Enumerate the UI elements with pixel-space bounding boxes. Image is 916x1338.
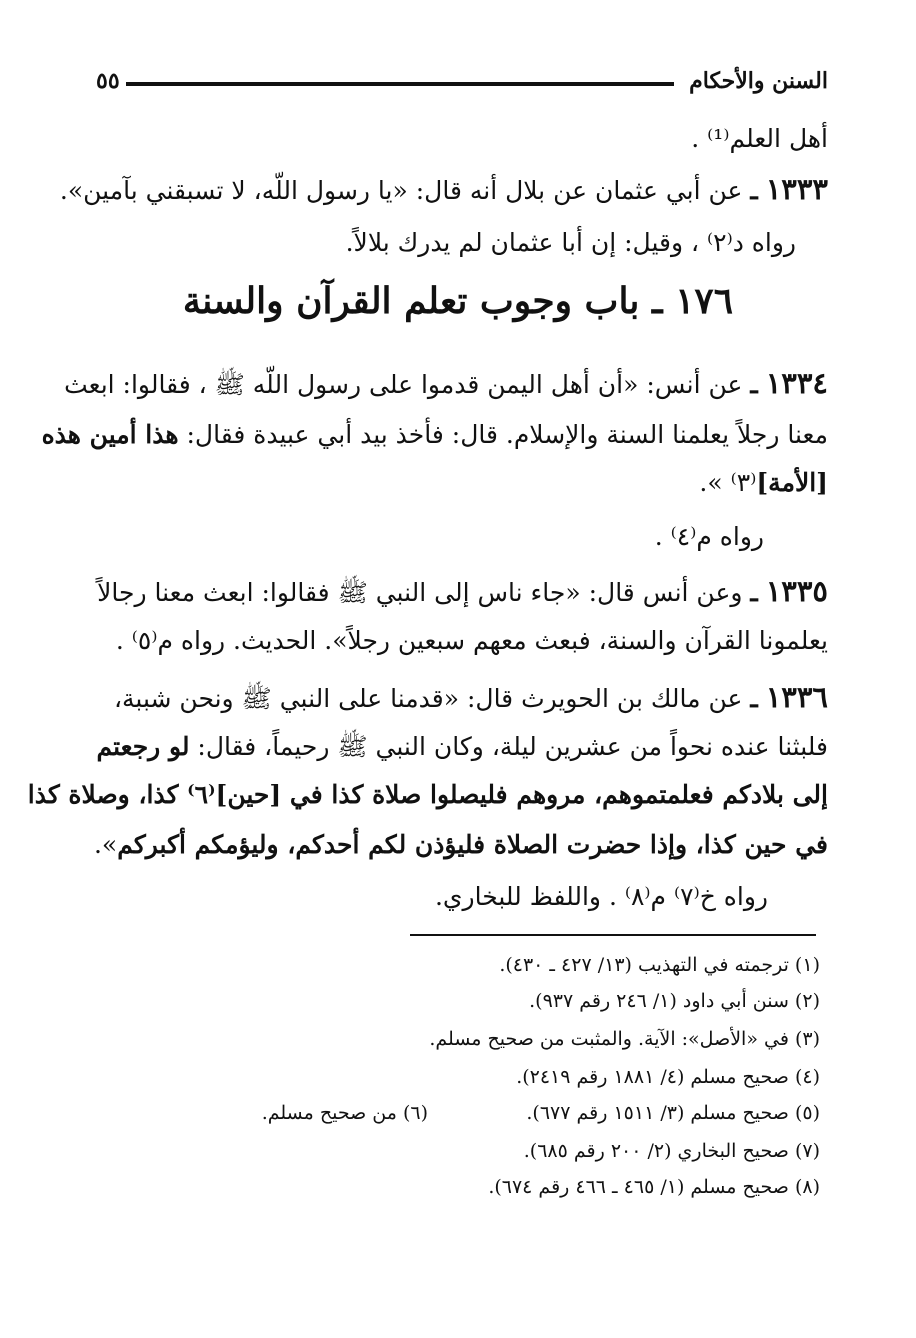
line-text: ». — [93, 830, 118, 859]
line-text: رواه م⁽٤⁾ . — [654, 522, 764, 551]
line-bold-text: لو رجعتم — [96, 732, 190, 761]
line-text: ⁽٣⁾ ». — [699, 468, 757, 497]
line-text: رواه د⁽٢⁾ ، وقيل: إن أبا عثمان لم يدرك بلالاً. — [345, 228, 796, 257]
line-text: معنا رجلاً يعلمنا السنة والإسلام. قال: فأخذ بيد أبي عبيدة فقال: — [178, 420, 828, 449]
hadith-1335-line — [97, 574, 828, 610]
hadith-1333-line — [60, 172, 828, 208]
footnote-1: (١) ترجمته في التهذيب (١٣/ ٤٢٧ ـ ٤٣٠). — [499, 954, 820, 976]
body-line-10 — [116, 624, 828, 658]
body-line-13 — [28, 778, 828, 812]
line-text: يعلمونا القرآن والسنة، فبعث معهم سبعين رجلاً». الحديث. رواه م⁽٥⁾ . — [115, 626, 828, 655]
body-line-7 — [699, 466, 828, 500]
body-line-14 — [94, 828, 828, 862]
line-text: أهل العلم⁽¹⁾ . — [691, 124, 828, 153]
line-bold-text: في حين كذا، وإذا حضرت الصلاة فليؤذن لكم أحدكم، وليؤمكم أكبركم — [117, 830, 828, 859]
footnote-7: (٧) صحيح البخاري (٢/ ٢٠٠ رقم ٦٨٥). — [523, 1140, 820, 1162]
footnote-3: (٣) في «الأصل»: الآية. والمثبت من صحيح مسلم. — [429, 1028, 820, 1050]
hadith-number: ١٣٣٥ — [765, 574, 828, 608]
body-line-6 — [42, 418, 828, 452]
hadith-dash: ـ — [750, 370, 758, 399]
page-number: ٥٥ — [96, 68, 120, 94]
hadith-dash: ـ — [750, 578, 758, 607]
body-line-15 — [435, 880, 768, 914]
line-bold-text: هذا أمين هذه — [41, 420, 179, 449]
line-text: عن مالك بن الحويرث قال: «قدمنا على النبي ﷺ ونحن شببة، — [113, 684, 751, 713]
line-text: فلبثنا عنده نحواً من عشرين ليلة، وكان النبي ﷺ رحيماً، فقال: — [189, 732, 828, 761]
hadith-number: ١٣٣٣ — [765, 172, 828, 206]
line-text: عن أنس: «أن أهل اليمن قدموا على رسول اللّه ﷺ ، فقالوا: ابعث — [64, 370, 751, 399]
hadith-dash: ـ — [750, 176, 758, 205]
body-line-8 — [655, 520, 764, 554]
hadith-number: ١٣٣٦ — [765, 680, 828, 714]
line-bold-text: إلى بلادكم فعلمتموهم، مروهم فليصلوا صلاة كذا في [حين]⁽٦⁾ كذا، وصلاة كذا — [27, 780, 828, 809]
chapter-heading — [0, 280, 916, 322]
hadith-1334-line — [64, 366, 828, 402]
footnote-5: (٥) صحيح مسلم (٣/ ١٥١١ رقم ٦٧٧). — [526, 1102, 820, 1124]
footnote-8: (٨) صحيح مسلم (١/ ٤٦٥ ـ ٤٦٦ رقم ٦٧٤). — [488, 1176, 820, 1198]
body-line-3 — [346, 226, 796, 260]
running-header-title: السنن والأحكام — [689, 68, 828, 94]
hadith-1336-line — [114, 680, 828, 716]
footnote-2: (٢) سنن أبي داود (١/ ٢٤٦ رقم ٩٣٧). — [529, 990, 820, 1012]
body-line-12 — [96, 730, 828, 764]
chapter-title: باب وجوب تعلم القرآن والسنة — [182, 280, 640, 322]
line-bold-text: [الأمة] — [756, 468, 828, 497]
hadith-number: ١٣٣٤ — [765, 366, 828, 400]
header-rule — [126, 82, 674, 86]
footnote-6: (٦) من صحيح مسلم. — [261, 1102, 428, 1124]
line-text: عن أبي عثمان عن بلال أنه قال: «يا رسول اللّه، لا تسبقني بآمين». — [59, 176, 751, 205]
footnote-4: (٤) صحيح مسلم (٤/ ١٨٨١ رقم ٢٤١٩). — [516, 1066, 820, 1088]
line-text: وعن أنس قال: «جاء ناس إلى النبي ﷺ فقالوا: ابعث معنا رجالاً — [97, 578, 751, 607]
line-text: رواه خ⁽٧⁾ م⁽٨⁾ . واللفظ للبخاري. — [434, 882, 768, 911]
chapter-number: ١٧٦ — [675, 280, 734, 322]
body-line-1 — [691, 122, 828, 156]
hadith-dash: ـ — [750, 684, 758, 713]
footnote-rule — [410, 934, 816, 936]
chapter-dash: ـ — [651, 280, 663, 322]
